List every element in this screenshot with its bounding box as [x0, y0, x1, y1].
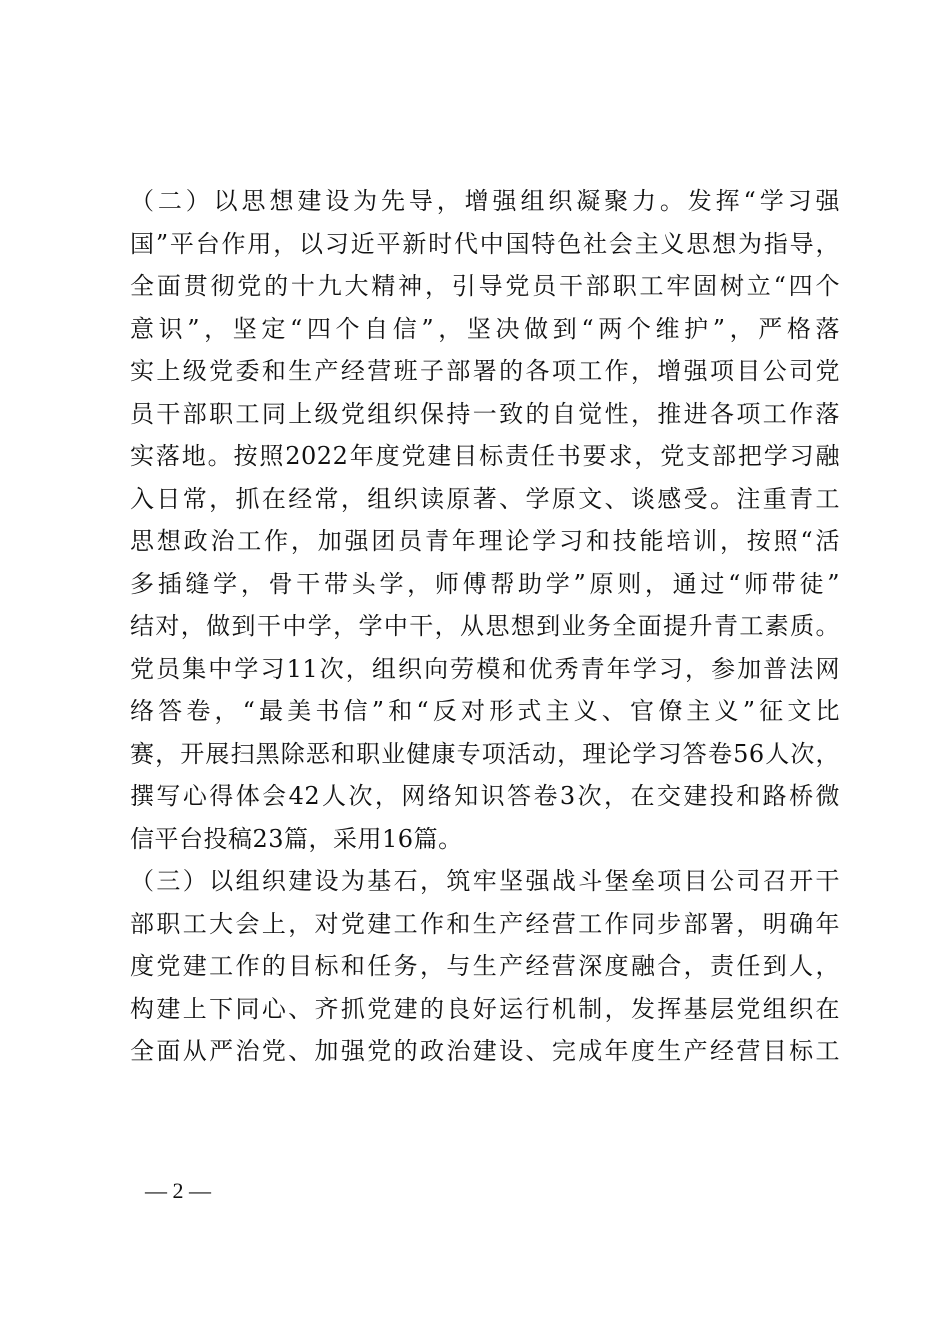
- text-line: 全面贯彻党的十九大精神，引导党员干部职工牢固树立“四个: [130, 272, 840, 300]
- text-line: 意识”，坚定“四个自信”，坚决做到“两个维护”，严格落: [130, 314, 840, 343]
- text-line: 结对，做到干中学，学中干，从思想到业务全面提升青工素质。: [130, 612, 840, 640]
- text-line: 度党建工作的目标和任务，与生产经营深度融合，责任到人，: [130, 952, 840, 980]
- text-line: 党员集中学习11次，组织向劳模和优秀青年学习，参加普法网: [130, 654, 840, 683]
- text-line: 员干部职工同上级党组织保持一致的自觉性，推进各项工作落: [130, 399, 840, 428]
- text-line: 思想政治工作，加强团员青年理论学习和技能培训，按照“活: [130, 527, 840, 555]
- page-number: — 2 —: [145, 1178, 211, 1203]
- text-line: 构建上下同心、齐抓党建的良好运行机制，发挥基层党组织在: [130, 994, 840, 1023]
- text-line: 络答卷，“最美书信”和“反对形式主义、官僚主义”征文比: [130, 697, 840, 725]
- text-line: 入日常，抓在经常，组织读原著、学原文、谈感受。注重青工: [130, 484, 840, 513]
- text-line: 信平台投稿23篇，采用16篇。: [130, 824, 463, 853]
- text-line: 国”平台作用，以习近平新时代中国特色社会主义思想为指导，: [130, 229, 840, 258]
- text-line: 实落地。按照2022年度党建目标责任书要求，党支部把学习融: [130, 442, 840, 470]
- text-line: 部职工大会上，对党建工作和生产经营工作同步部署，明确年: [130, 909, 840, 938]
- text-line: 多插缝学，骨干带头学，师傅帮助学”原则，通过“师带徒”: [130, 569, 840, 598]
- text-line: 全面从严治党、加强党的政治建设、完成年度生产经营目标工: [130, 1037, 840, 1065]
- text-line: 实上级党委和生产经营班子部署的各项工作，增强项目公司党: [130, 357, 840, 385]
- body-text: [130, 180, 840, 1073]
- text-line: （二）以思想建设为先导，增强组织凝聚力。发挥“学习强: [130, 187, 840, 215]
- text-line: 赛，开展扫黑除恶和职业健康专项活动，理论学习答卷56人次，: [130, 739, 840, 768]
- text-line: （三）以组织建设为基石，筑牢坚强战斗堡垒项目公司召开干: [130, 867, 840, 895]
- text-line: 撰写心得体会42人次，网络知识答卷3次，在交建投和路桥微: [130, 782, 840, 810]
